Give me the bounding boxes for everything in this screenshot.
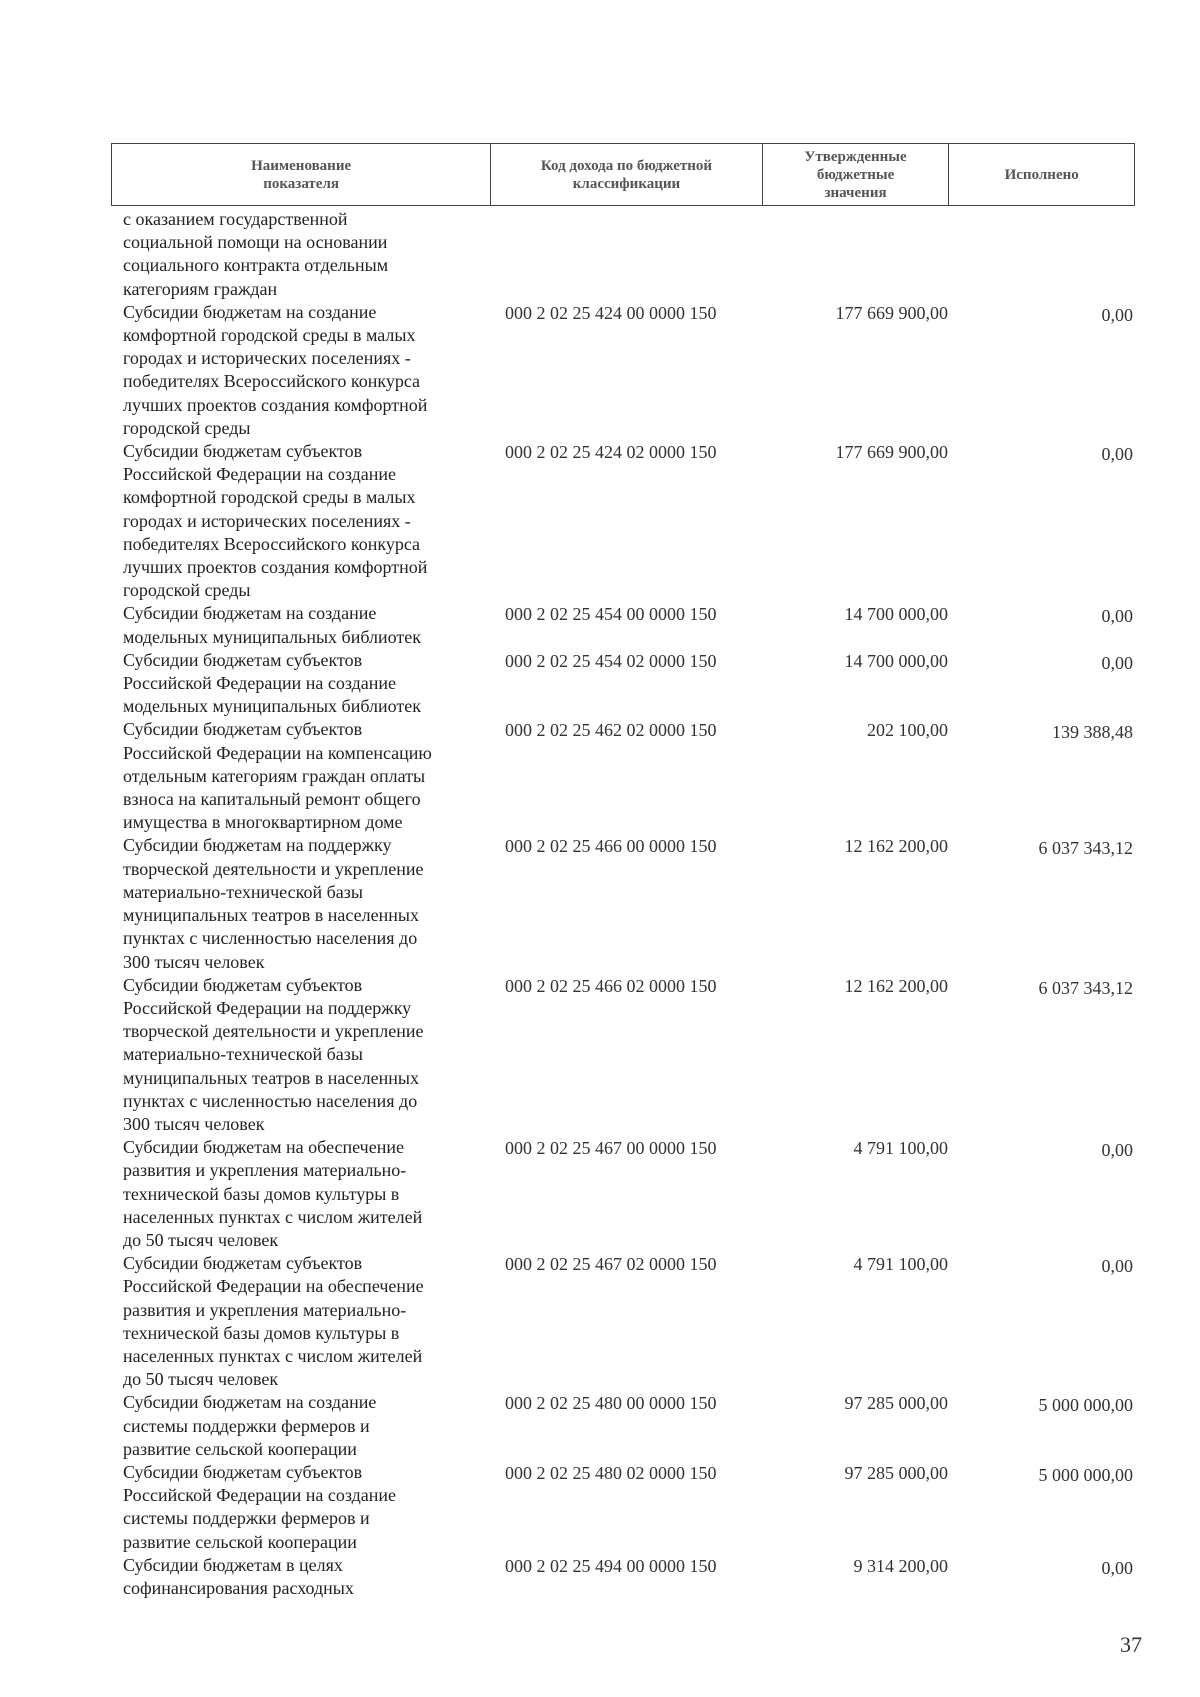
table-row	[123, 1252, 1135, 1391]
table-row	[123, 649, 1135, 719]
row-executed: 0,00	[1101, 1140, 1133, 1161]
row-executed: 0,00	[1101, 606, 1133, 627]
row-code: 000 2 02 25 466 00 0000 150	[505, 836, 717, 857]
table-row	[123, 834, 1135, 973]
table-row	[123, 440, 1135, 602]
row-code: 000 2 02 25 462 02 0000 150	[505, 720, 717, 741]
header-revenue-code: Код дохода по бюджетной классификации	[491, 144, 762, 205]
row-approved: 4 791 100,00	[853, 1138, 948, 1159]
row-approved: 14 700 000,00	[844, 650, 948, 671]
row-name: Субсидии бюджетам субъектов Российской Федерации на поддержку творческой деятельности и укрепление материально-технической базы муниципальных театров в населенных пунктах с численностью населения до 300 тысяч человек	[123, 974, 424, 1134]
row-code	[488, 208, 770, 209]
table-row	[123, 1461, 1135, 1554]
row-approved: 177 669 900,00	[835, 302, 948, 323]
row-approved: 12 162 200,00	[844, 836, 948, 857]
row-approved	[770, 208, 948, 209]
row-approved: 9 314 200,00	[853, 1555, 948, 1576]
row-executed: 6 037 343,12	[1038, 838, 1133, 859]
row-name: Субсидии бюджетам субъектов Российской Федерации на обеспечение развития и укрепления материально- технической базы домов культуры в населенных пунктах с числом жителей до 50 тысяч человек	[123, 1253, 424, 1390]
row-name: Субсидии бюджетам на создание модельных муниципальных библиотек	[123, 603, 422, 647]
page-number: 37	[1120, 1632, 1142, 1657]
table-row	[123, 208, 1135, 301]
row-code: 000 2 02 25 467 02 0000 150	[505, 1254, 717, 1275]
row-name: с оказанием государственной социальной помощи на основании социального контракта отдельным категориям граждан	[123, 209, 389, 299]
row-code: 000 2 02 25 466 02 0000 150	[505, 975, 717, 996]
row-name: Субсидии бюджетам субъектов Российской Федерации на создание комфортной городской среды в малых городах и исторических поселениях - победителях Всероссийского конкурса лучших проектов создания комфортной городской среды	[123, 441, 428, 601]
row-code: 000 2 02 25 467 00 0000 150	[505, 1138, 717, 1159]
row-name: Субсидии бюджетам субъектов Российской Федерации на компенсацию отдельным категориям граждан оплаты взноса на капитальный ремонт общего имущества в многоквартирном доме	[123, 719, 432, 833]
row-executed: 0,00	[1101, 1256, 1133, 1277]
row-approved: 12 162 200,00	[844, 975, 948, 996]
header-indicator-name: Наименование показателя	[112, 144, 491, 205]
row-approved: 4 791 100,00	[853, 1254, 948, 1275]
row-name: Субсидии бюджетам на создание системы поддержки фермеров и развитие сельской кооперации	[123, 1392, 377, 1459]
row-approved: 97 285 000,00	[844, 1462, 948, 1483]
row-executed: 6 037 343,12	[1038, 977, 1133, 998]
row-code: 000 2 02 25 480 02 0000 150	[505, 1462, 717, 1483]
row-name: Субсидии бюджетам субъектов Российской Федерации на создание системы поддержки фермеров и развитие сельской кооперации	[123, 1461, 397, 1552]
row-executed: 0,00	[1101, 304, 1133, 325]
row-approved: 97 285 000,00	[844, 1393, 948, 1414]
row-name: Субсидии бюджетам на создание комфортной городской среды в малых городах и исторических поселениях - победителях Всероссийского конкурса лучших проектов создания комфортной городской среды	[123, 301, 428, 438]
table-row	[123, 602, 1135, 648]
row-approved: 202 100,00	[867, 720, 948, 741]
table-row	[123, 974, 1135, 1136]
table-row	[123, 1391, 1135, 1461]
table-header	[111, 143, 1135, 206]
row-code: 000 2 02 25 424 00 0000 150	[505, 302, 717, 323]
row-executed: 5 000 000,00	[1038, 1464, 1133, 1485]
row-code: 000 2 02 25 454 00 0000 150	[505, 604, 717, 625]
table-row	[123, 301, 1135, 440]
row-code: 000 2 02 25 480 00 0000 150	[505, 1393, 717, 1414]
row-name: Субсидии бюджетам на обеспечение развития и укрепления материально- технической базы домов культуры в населенных пунктах с числом жителей до 50 тысяч человек	[123, 1137, 423, 1250]
row-name: Субсидии бюджетам в целях софинансирования расходных	[123, 1554, 354, 1598]
row-code: 000 2 02 25 454 02 0000 150	[505, 650, 717, 671]
row-name: Субсидии бюджетам субъектов Российской Федерации на создание модельных муниципальных библиотек	[123, 649, 422, 717]
row-approved: 177 669 900,00	[835, 442, 948, 463]
table-row	[123, 1136, 1135, 1252]
row-executed: 5 000 000,00	[1038, 1395, 1133, 1416]
table-body	[123, 208, 1135, 1600]
row-executed: 0,00	[1101, 1557, 1133, 1578]
row-approved: 14 700 000,00	[844, 604, 948, 625]
row-code: 000 2 02 25 424 02 0000 150	[505, 442, 717, 463]
row-executed: 0,00	[1101, 444, 1133, 465]
table-row	[123, 718, 1135, 834]
row-executed: 0,00	[1101, 652, 1133, 673]
header-approved-values: Утвержденные бюджетные значения	[763, 144, 950, 205]
row-name: Субсидии бюджетам на поддержку творческой деятельности и укрепление материально-технической базы муниципальных театров в населенных пунктах с численностью населения до 300 тысяч человек	[123, 835, 424, 972]
row-executed	[948, 208, 1133, 211]
table-row	[123, 1554, 1135, 1600]
row-code: 000 2 02 25 494 00 0000 150	[505, 1555, 717, 1576]
row-executed: 139 388,48	[1052, 722, 1133, 743]
header-executed: Исполнено	[1004, 166, 1079, 183]
